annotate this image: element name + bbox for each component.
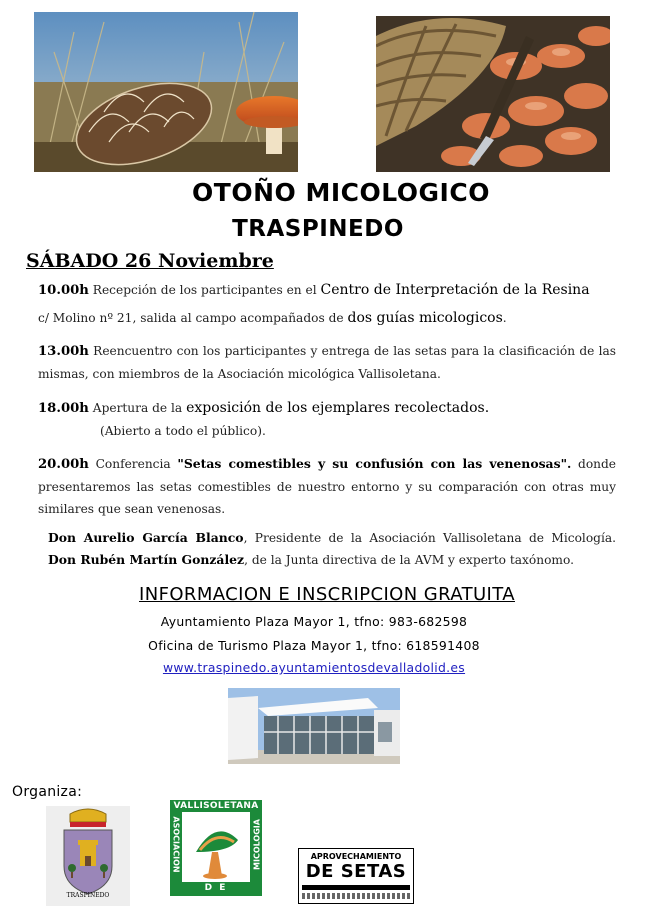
page-title: OTOÑO MICOLOGICO <box>192 178 490 207</box>
event-date: SÁBADO 26 Noviembre <box>26 250 274 272</box>
mushroom-basket-photo <box>376 16 610 172</box>
asociacion-micologica-logo <box>170 800 262 896</box>
program-text: Reencuentro con los participantes y entrega de las setas para la clasificación de las mismas, con miembros de la Asociación micológica Vallisoletana. <box>38 344 617 381</box>
time-label: 20.00h <box>38 457 89 472</box>
assoc-left-text: ASOCIACION <box>171 816 181 873</box>
assoc-bottom-text: D E <box>204 883 228 893</box>
speaker-role: , Presidente de la Asociación Vallisoletana de Micología. <box>243 531 616 545</box>
website-link[interactable]: www.traspinedo.ayuntamientosdevalladolid.es <box>162 660 466 675</box>
setas-main-text: DE SETAS <box>305 861 407 882</box>
speaker-name: Don Aurelio García Blanco <box>48 530 244 545</box>
info-heading: INFORMACION E INSCRIPCION GRATUITA <box>139 584 515 605</box>
exhibition-label: exposición de los ejemplares recolectados. <box>186 400 490 416</box>
program-text: Apertura de la <box>92 401 183 415</box>
setas-band <box>302 885 410 890</box>
assoc-top-text: VALLISOLETANA <box>173 801 259 811</box>
speaker-2 <box>48 549 616 571</box>
setas-fine-print <box>302 893 410 899</box>
program-item-1000 <box>38 279 616 329</box>
aprovechamiento-setas-logo <box>298 848 414 904</box>
speaker-name: Don Rubén Martín González <box>48 552 245 567</box>
program-item-2000 <box>38 453 616 520</box>
time-label: 10.00h <box>38 283 89 298</box>
interpretation-centre-photo <box>228 688 400 764</box>
guides-label: dos guías micologicos <box>347 310 503 326</box>
program-text: Recepción de los participantes en el <box>92 283 317 297</box>
assoc-right-text: MICOLOGIA <box>252 819 262 870</box>
program-text: Conferencia <box>95 457 171 471</box>
traspinedo-shield-logo <box>46 806 130 906</box>
pinecone-mushroom-photo <box>34 12 298 172</box>
setas-top-text: APROVECHAMIENTO <box>310 852 402 861</box>
program-text: c/ Molino nº 21, salida al campo acompañados de <box>38 311 344 325</box>
program-item-1800 <box>38 397 616 442</box>
time-label: 13.00h <box>38 344 89 359</box>
program-note: (Abierto a todo el público). <box>100 424 266 438</box>
page-subtitle: TRASPINEDO <box>232 216 404 242</box>
organiza-label: Organiza: <box>12 784 83 800</box>
info-town-hall: Ayuntamiento Plaza Mayor 1, tfno: 983-682598 <box>160 614 468 629</box>
conference-title: "Setas comestibles y su confusión con las venenosas". <box>177 456 572 471</box>
program-text: donde presentaremos las setas comestibles de nuestro entorno y su comparación con otras muy similares que sean venenosas. <box>38 457 617 516</box>
program-text: . <box>502 311 507 325</box>
speaker-1 <box>48 527 616 549</box>
speaker-role: , de la Junta directiva de la AVM y experto taxónomo. <box>244 553 574 567</box>
venue-name: Centro de Interpretación de la Resina <box>320 282 590 298</box>
time-label: 18.00h <box>38 401 89 416</box>
shield-caption: TRASPINEDO <box>66 892 110 899</box>
info-tourism-office: Oficina de Turismo Plaza Mayor 1, tfno: 618591408 <box>148 638 480 653</box>
program-item-1300 <box>38 340 616 385</box>
website-container <box>0 660 628 675</box>
